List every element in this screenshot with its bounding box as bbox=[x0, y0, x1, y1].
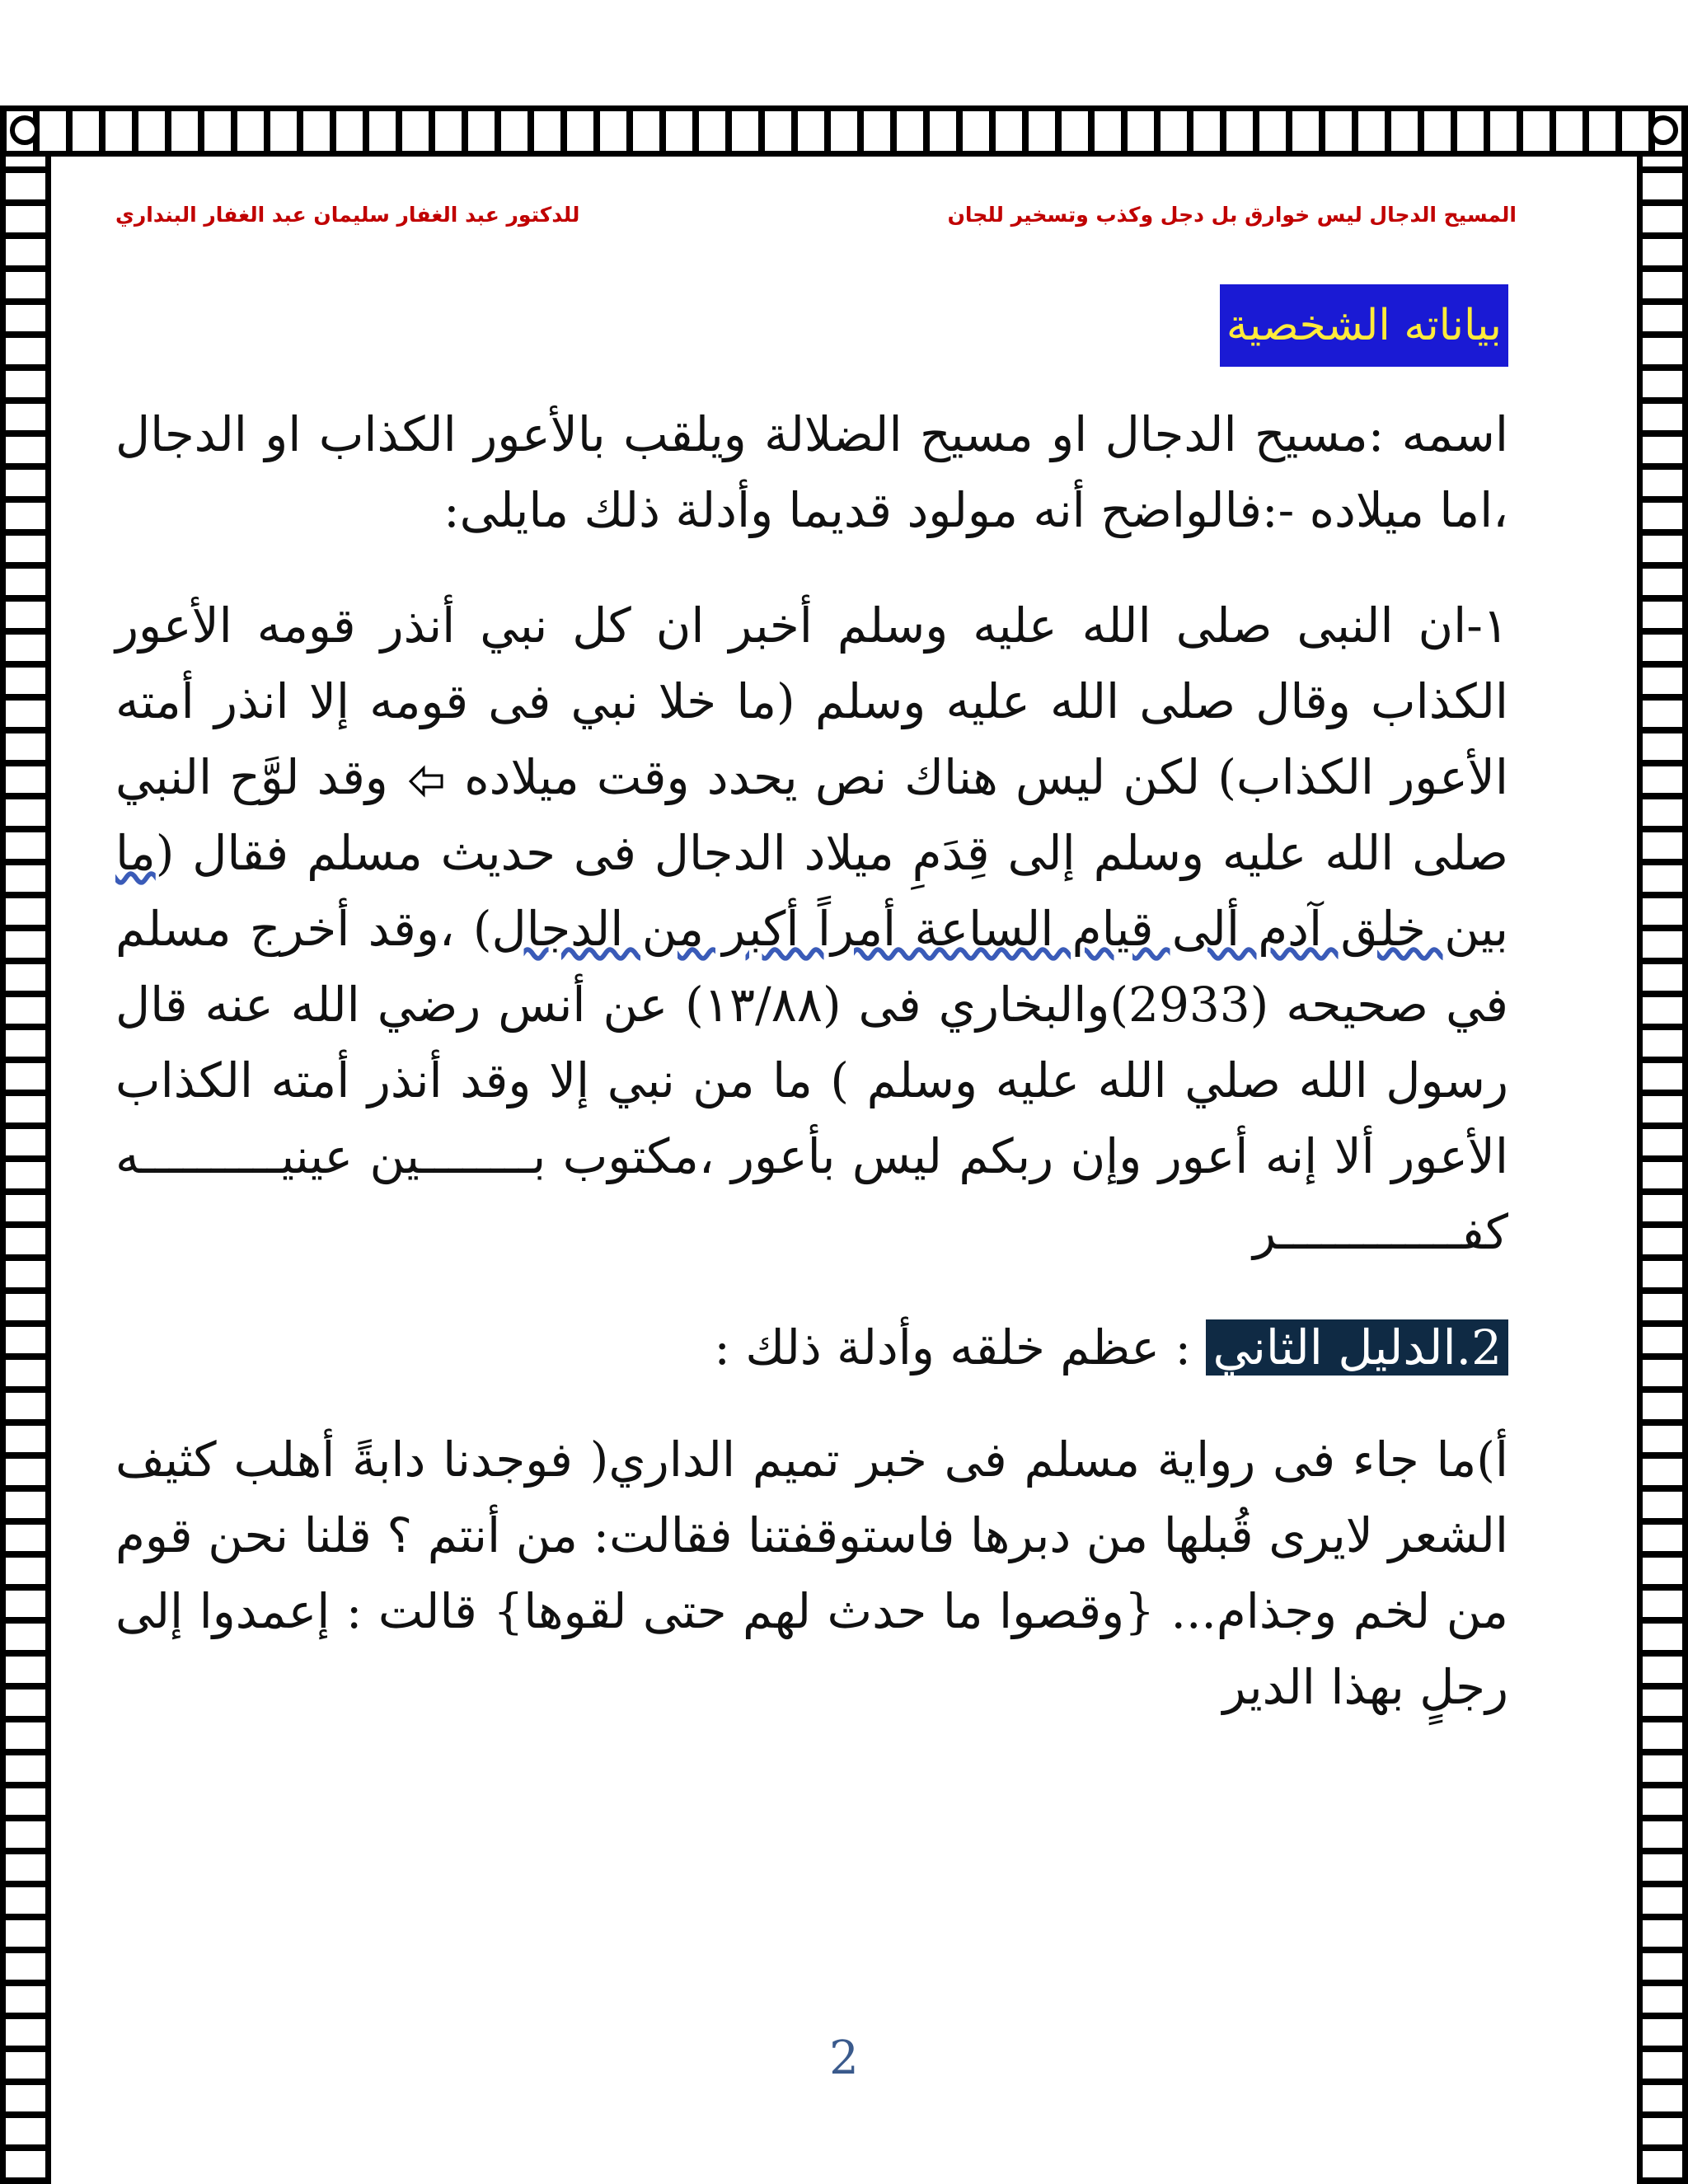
section-title: بياناته الشخصية bbox=[1220, 284, 1508, 367]
evidence-one-text: ١-ان النبى صلى الله عليه وسلم أخبر ان كل نبي أنذر قومه الأعور الكذاب وقال صلى الله عليه وسلم (ما خلا نبي فى قومه إلا انذر أمته الأعور الكذاب) لكن ليس هناك نص يحدد وقت ميلاده bbox=[115, 598, 1508, 805]
header-author: للدكتور عبد الغفار سليمان عبد الغفار البنداري bbox=[115, 203, 580, 227]
evidence-two-label: 2.الدليل الثاني bbox=[1206, 1319, 1508, 1376]
evidence-two-text: : عظم خلقه وأدلة ذلك : bbox=[714, 1319, 1191, 1376]
corner-ornament-right bbox=[1648, 115, 1678, 145]
decorative-border-left bbox=[0, 157, 51, 2184]
paragraph-name-birth: اسمه :مسيح الدجال او مسيح الضلالة ويلقب بالأعور الكذاب او الدجال ،اما ميلاده -:فالواضح أنه مولود قديما وأدلة ذلك مايلى: bbox=[115, 406, 1508, 538]
paragraph-tamim-narration: أ)ما جاء فى رواية مسلم فى خبر تميم الداري( فوجدنا دابةً أهلب كثيف الشعر لايرى قُبلها من دبرها فاستوقفتنا فقالت: من أنتم ؟ قلنا نحن قوم من لخم وجذام... {وقصوا ما حدث لهم حتى لقوها} قالت : إعمدوا إلى رجلٍ بهذا الدير bbox=[115, 1432, 1508, 1715]
corner-ornament-left bbox=[10, 115, 40, 145]
evidence-one-continued: وقد لوَّح النبي صلى الله عليه وسلم إلى قِدَمِ ميلاد الدجال فى حديث مسلم فقال ( bbox=[115, 749, 1508, 881]
decorative-border-right bbox=[1637, 157, 1688, 2184]
paragraph-evidence-two bbox=[115, 1310, 1508, 1385]
header-book-title: المسيح الدجال ليس خوارق بل دجل وكذب وتسخير للجان bbox=[947, 203, 1517, 227]
paragraph-evidence-one bbox=[115, 588, 1508, 1270]
arrow-icon bbox=[406, 765, 447, 798]
evidence-one-sources: ) ،وقد أخرج مسلم في صحيحه (2933)والبخاري فى (١٣/٨٨) عن أنس رضي الله عنه قال رسول الله صلي الله عليه وسلم ) ما من نبي إلا وقد أنذر أمته الكذاب الأعور ألا إنه أعور وإن ربكم ليس بأعور ،مكتوب بــــــــين عينيــــــــــه كفـــــــــــــر bbox=[115, 901, 1509, 1260]
page-number: 2 bbox=[829, 2032, 859, 2085]
page-header bbox=[115, 203, 1517, 236]
page-body bbox=[115, 284, 1508, 1765]
hadith-quote-underlined: ما بين خلق آدم ألى قيام الساعة أمراً أكبر من الدجال bbox=[115, 825, 1508, 957]
decorative-border-top bbox=[0, 105, 1688, 157]
